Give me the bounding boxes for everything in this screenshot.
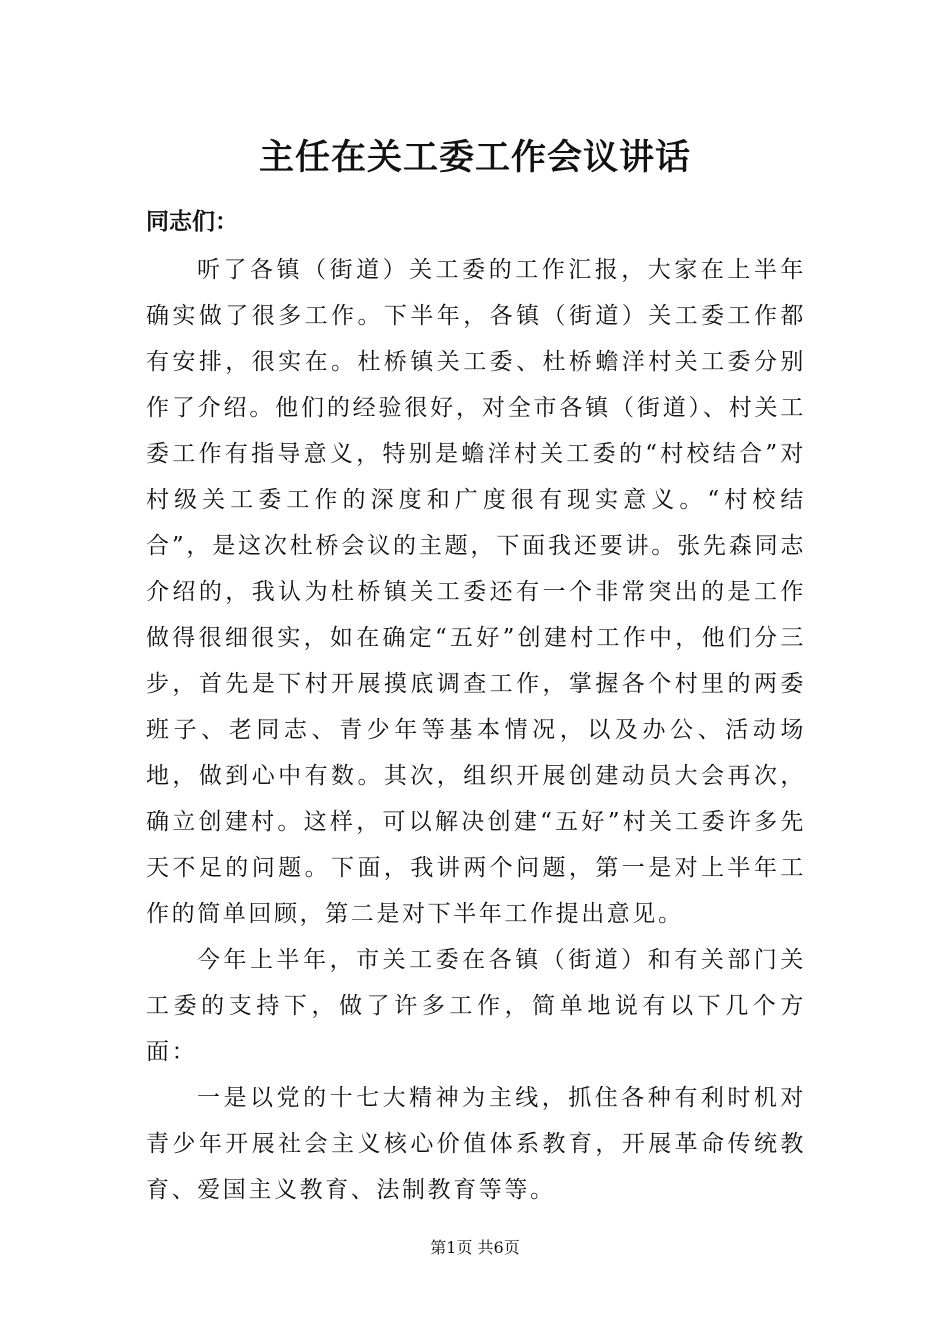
paragraph-3: 一是以党的十七大精神为主线，抓住各种有利时机对青少年开展社会主义核心价值体系教育，开展革命传统教育、爱国主义教育、法制教育等等。 xyxy=(146,1085,806,1203)
document-body xyxy=(146,247,806,1213)
document-title: 主任在关工委工作会议讲话 xyxy=(258,137,691,178)
paragraph-2: 今年上半年，市关工委在各镇（街道）和有关部门关工委的支持下，做了许多工作，简单地说有以下几个方面： xyxy=(146,947,806,1065)
paragraph-1: 听了各镇（街道）关工委的工作汇报，大家在上半年确实做了很多工作。下半年，各镇（街道）关工委工作都有安排，很实在。杜桥镇关工委、杜桥蟾洋村关工委分别作了介绍。他们的经验很好，对全市各镇（街道）、村关工委工作有指导意义，特别是蟾洋村关工委的“村校结合”对村级关工委工作的深度和广度很有现实意义。“村校结合”，是这次杜桥会议的主题，下面我还要讲。张先森同志介绍的，我认为杜桥镇关工委还有一个非常突出的是工作做得很细很实，如在确定“五好”创建村工作中，他们分三步，首先是下村开展摸底调查工作，掌握各个村里的两委班子、老同志、青少年等基本情况，以及办公、活动场地，做到心中有数。其次，组织开展创建动员大会再次，确立创建村。这样，可以解决创建“五好”村关工委许多先天不足的问题。下面，我讲两个问题，第一是对上半年工作的简单回顾，第二是对下半年工作提出意见。 xyxy=(146,257,806,927)
page-footer: 第1页 共6页 xyxy=(430,1238,520,1257)
salutation: 同志们： xyxy=(146,208,238,235)
